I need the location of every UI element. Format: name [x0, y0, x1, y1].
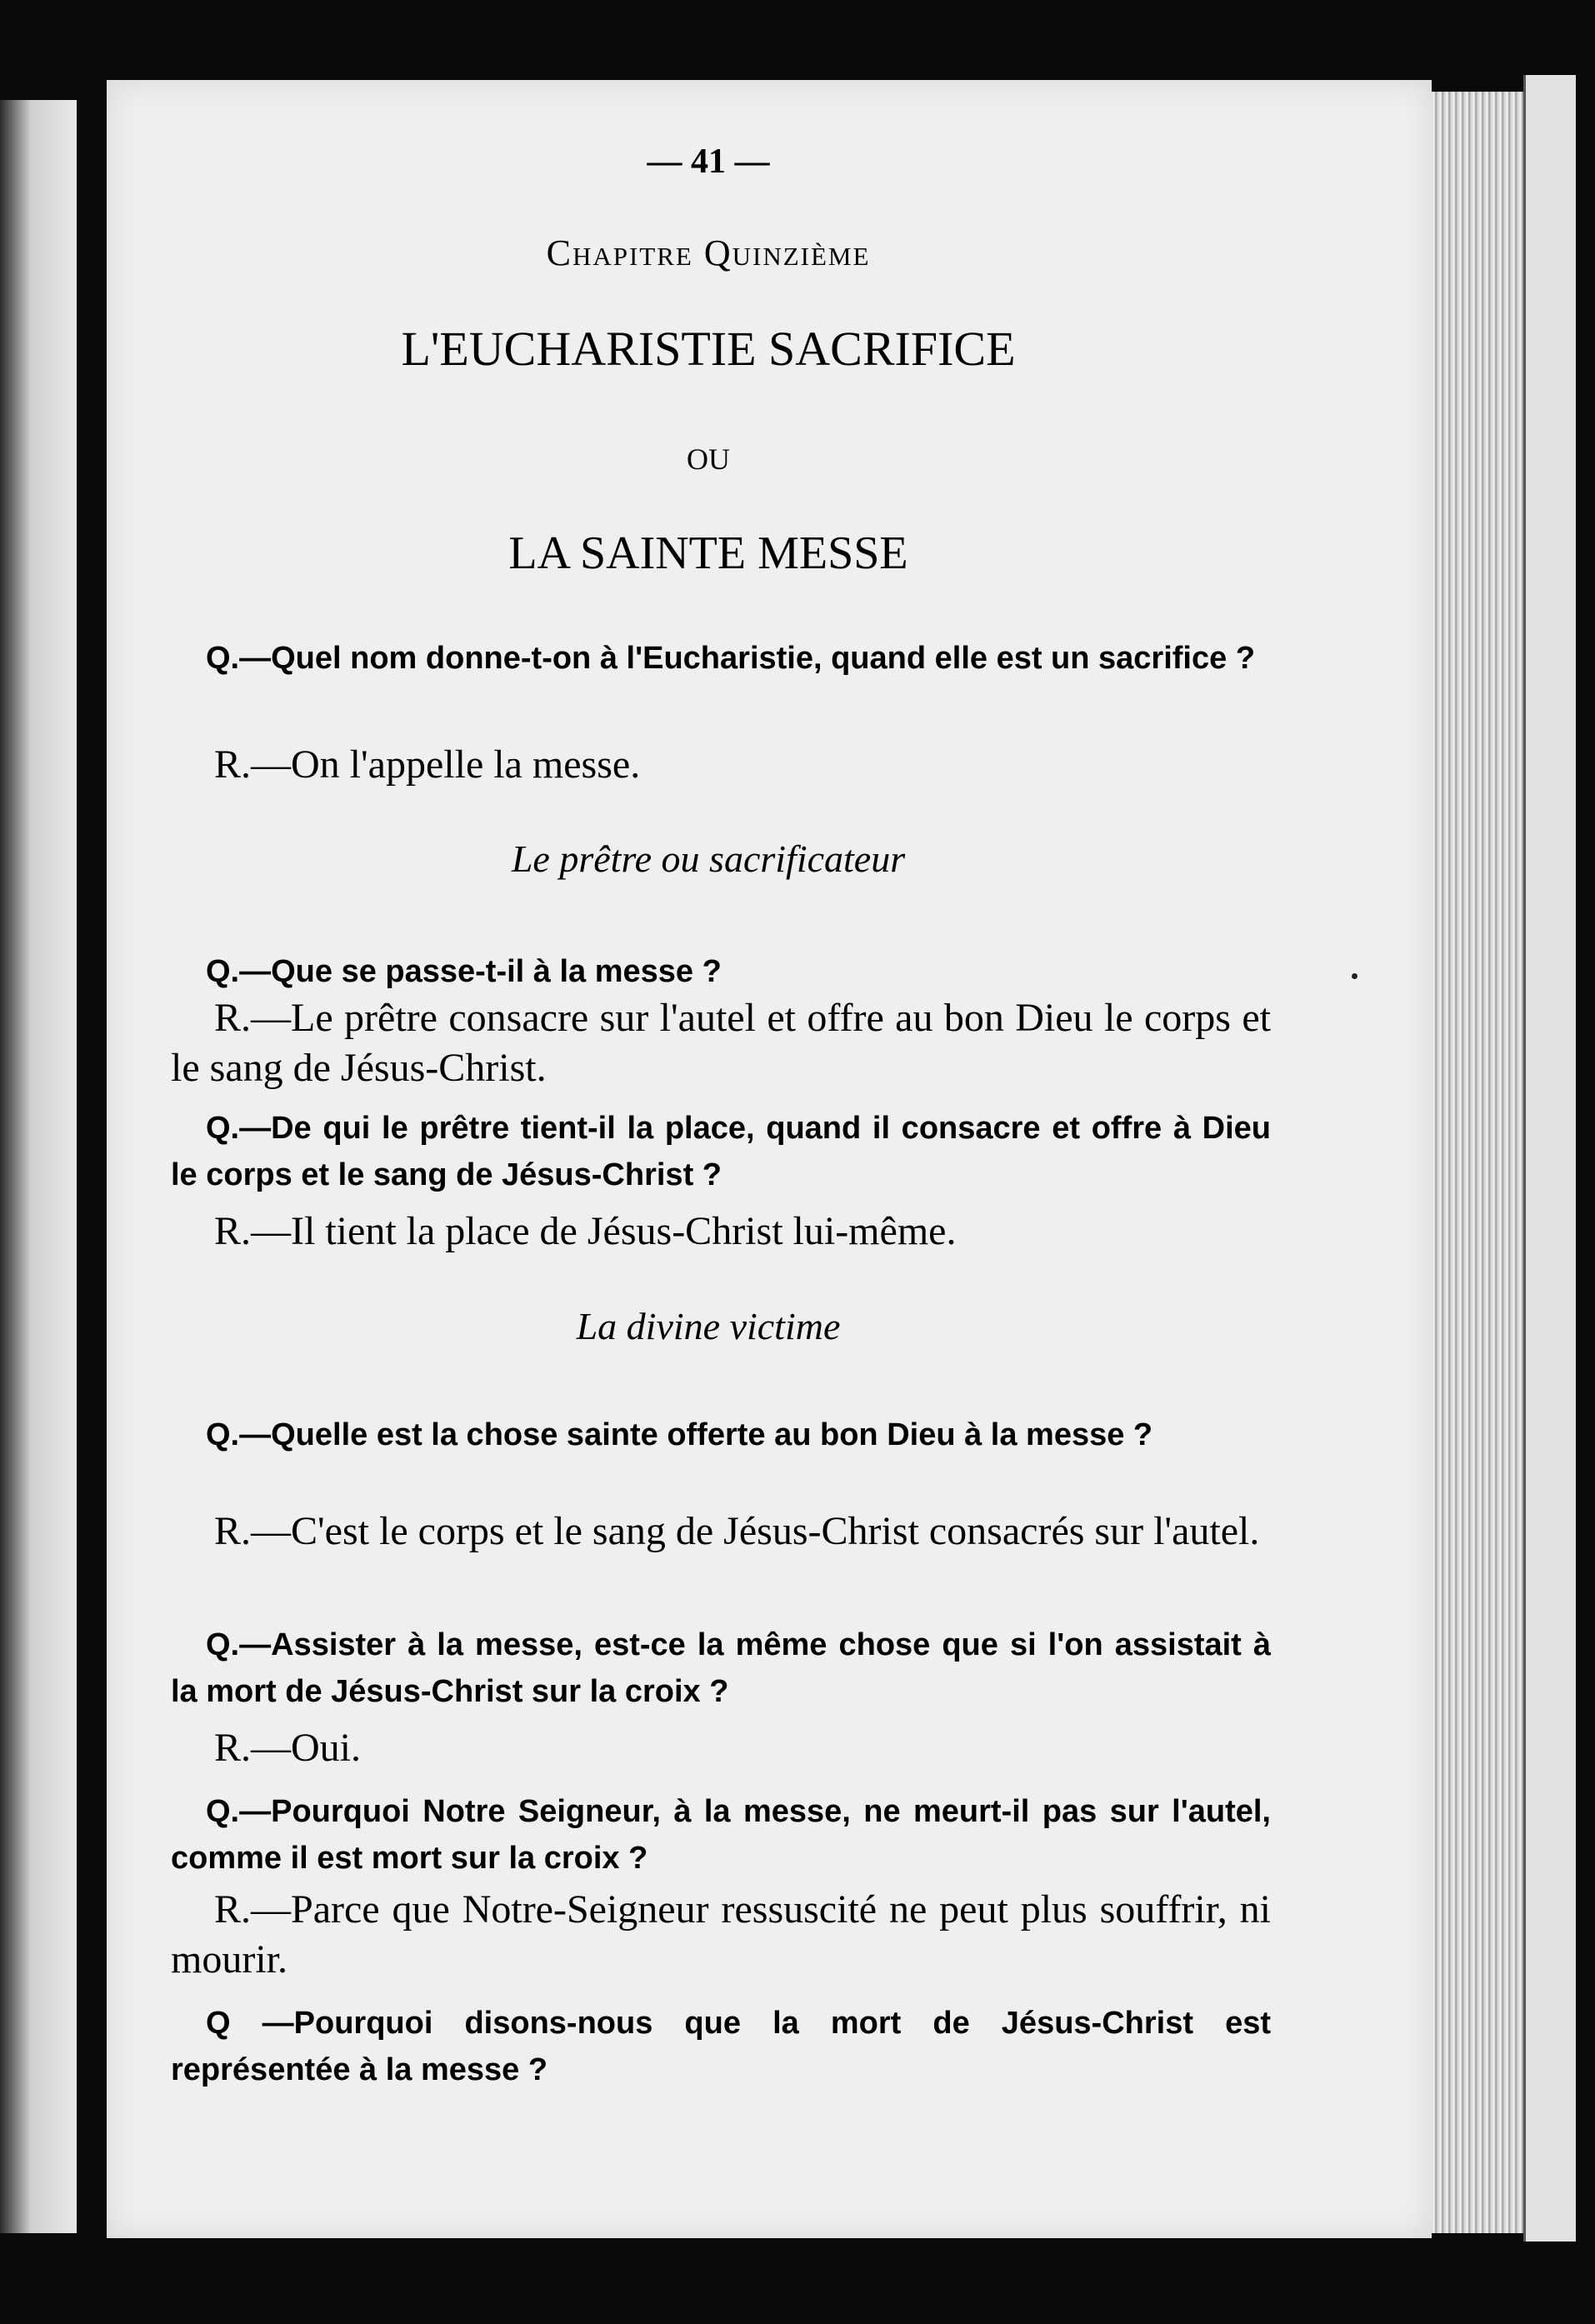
section-heading-priest: Le prêtre ou sacrificateur [511, 837, 906, 880]
answer-4: R.—C'est le corps et le sang de Jésus-Christ consacrés sur l'autel. [214, 1509, 1260, 1553]
question-1: Q.—Quel nom donne-t-on à l'Eucharistie, quand elle est un sacrifice ? [206, 641, 1256, 676]
book-cover-edge [1523, 75, 1576, 2242]
answer-3: R.—Il tient la place de Jésus-Christ lui-même. [214, 1209, 957, 1253]
answer-6: R.—Parce que Notre-Seigneur ressuscité ne peut plus souffrir, ni mourir. [171, 1887, 1271, 1982]
chapter-title: L'EUCHARISTIE SACRIFICE [401, 322, 1016, 376]
left-page-edge [0, 100, 77, 2233]
question-4: Q.—Quelle est la chose sainte offerte au bon Dieu à la messe ? [206, 1417, 1153, 1452]
chapter-subtitle: LA SAINTE MESSE [508, 527, 908, 579]
answer-5: R.—Oui. [214, 1726, 362, 1770]
question-3: Q.—De qui le prêtre tient-il la place, quand il consacre et offre à Dieu le corps et le sang de Jésus-Christ ? [171, 1111, 1271, 1192]
answer-2: R.—Le prêtre consacre sur l'autel et offre au bon Dieu le corps et le sang de Jésus-Christ. [171, 996, 1271, 1090]
question-6: Q.—Pourquoi Notre Seigneur, à la messe, ne meurt-il pas sur l'autel, comme il est mort sur la croix ? [171, 1794, 1271, 1876]
question-5: Q.—Assister à la messe, est-ce la même chose que si l'on assistait à la mort de Jésus-Christ sur la croix ? [171, 1627, 1271, 1709]
answer-1: R.—On l'appelle la messe. [214, 742, 641, 787]
question-7: Q —Pourquoi disons-nous que la mort de Jésus-Christ est représentée à la messe ? [171, 2006, 1271, 2087]
stray-mark [1352, 973, 1358, 979]
title-connector: OU [687, 442, 730, 476]
page-number: — 41 — [647, 142, 770, 181]
section-heading-victim: La divine victime [576, 1305, 841, 1347]
question-2: Q.—Que se passe-t-il à la messe ? [206, 954, 722, 989]
chapter-heading: Chapitre Quinzième [546, 232, 871, 273]
page-stack-edge [1432, 92, 1523, 2233]
